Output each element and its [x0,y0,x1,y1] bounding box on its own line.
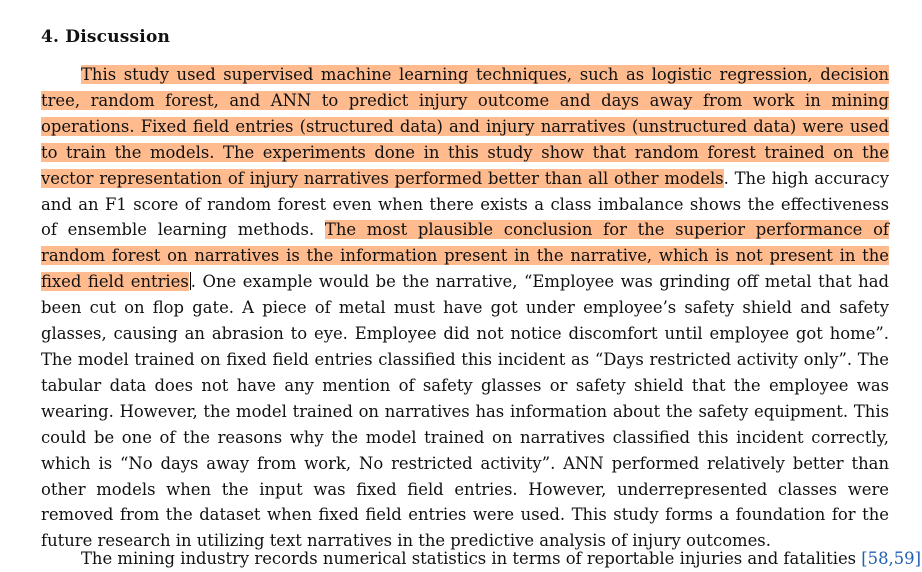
citation-link[interactable]: [58,59] [861,549,921,568]
discussion-paragraph[interactable] [41,62,889,554]
section-heading [41,27,170,47]
body-text-2: . One example would be the narrative, “Employee was grinding off metal that had been cut on flop gate. A piece of metal must have got under employee’s safety shield and safety glasses, causing an abrasion to eye. Employee did not notice discomfort until employee got home”. The model trained on fixed field entries classified this incident as “Days restricted activity only”. The tabular data does not have any mention of safety glasses or safety shield that the employee was wearing. However, the model trained on narratives has information about the safety equipment. This could be one of the reasons why the model trained on narratives classified this incident correctly, which is “No days away from work, No restricted activity”. ANN performed relatively better than other models when the input was fixed field entries. However, underrepresented classes were removed from the dataset when fixed field entries were used. This study forms a foundation for the future research in utilizing text narratives in the predictive analysis of injury outcomes. [41,272,889,551]
section-title: Discussion [65,27,171,47]
body-text-1: . The high accuracy and an F1 score of random forest even when there exists a class imbalance shows the effectiveness of ensemble learning methods. [41,168,889,240]
next-paragraph-partial [81,546,921,572]
highlighted-text-1[interactable]: This study used supervised machine learning techniques, such as logistic regression, decision tree, random forest, and ANN to predict injury outcome and days away from work in mining operations. Fixed field entries (structured data) and injury narratives (unstructured data) were used to train the models. The experiments done in this study show that random forest trained on the vector representation of injury narratives performed better than all other models [41,65,889,188]
section-number: 4. [41,27,60,47]
highlighted-text-2[interactable]: The most plausible conclusion for the superior performance of random forest on narratives is the information present in the narrative, which is not present in the fixed field entries [41,220,890,292]
next-paragraph-text: The mining industry records numerical statistics in terms of reportable injuries and fatalities [81,549,862,568]
